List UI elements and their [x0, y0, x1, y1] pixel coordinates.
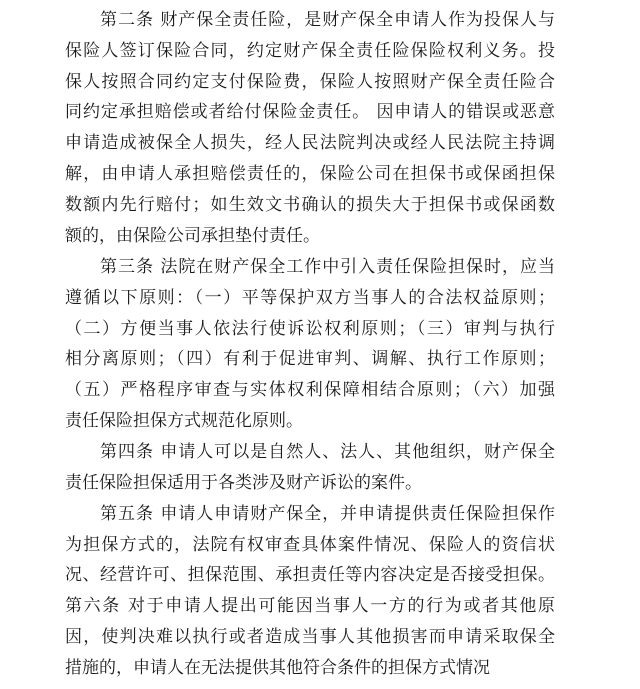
- text-line: （五）严格程序审查与实体权利保障相结合原则；（六）加强: [65, 380, 555, 400]
- text-line: 因，使判决难以执行或者造成当事人其他损害而申请采取保全: [65, 627, 555, 647]
- text-line: 遵循以下原则：（一）平等保护双方当事人的合法权益原则；: [65, 288, 555, 308]
- text-line: 况、经营许可、担保范围、承担责任等内容决定是否接受担保。: [65, 565, 555, 585]
- text-line: 额的，由保险公司承担垫付责任。: [65, 226, 320, 246]
- text-line: 申请造成被保全人损失，经人民法院判决或经人民法院主持调: [65, 133, 555, 153]
- text-line: 数额内先行赔付；如生效文书确认的损失大于担保书或保函数: [65, 195, 555, 215]
- text-line: 第五条 申请人申请财产保全，并申请提供责任保险担保作: [100, 504, 555, 524]
- text-line: 保险人签订保险合同，约定财产保全责任险保险权利义务。投: [65, 41, 555, 61]
- text-line: 措施的，申请人在无法提供其他符合条件的担保方式情况: [65, 658, 490, 678]
- text-line: 为担保方式的，法院有权审查具体案件情况、保险人的资信状: [65, 535, 555, 555]
- text-line: 保人按照合同约定支付保险费，保险人按照财产保全责任险合: [65, 72, 555, 92]
- text-line: 解，由申请人承担赔偿责任的，保险公司在担保书或保函担保: [65, 164, 555, 184]
- text-line: （二）方便当事人依法行使诉讼权利原则；（三）审判与执行: [65, 319, 555, 339]
- text-line: 第二条 财产保全责任险，是财产保全申请人作为投保人与: [100, 10, 555, 30]
- text-line: 第六条 对于申请人提出可能因当事人一方的行为或者其他原: [65, 596, 555, 616]
- text-line: 第四条 申请人可以是自然人、法人、其他组织，财产保全: [100, 442, 555, 462]
- text-line: 责任保险担保方式规范化原则。: [65, 411, 303, 431]
- text-line: 责任保险担保适用于各类涉及财产诉讼的案件。: [65, 473, 422, 493]
- text-line: 相分离原则；（四）有利于促进审判、调解、执行工作原则；: [65, 349, 555, 369]
- text-line: 同约定承担赔偿或者给付保险金责任。 因申请人的错误或恶意: [65, 102, 555, 122]
- text-line: 第三条 法院在财产保全工作中引入责任保险担保时，应当: [100, 257, 555, 277]
